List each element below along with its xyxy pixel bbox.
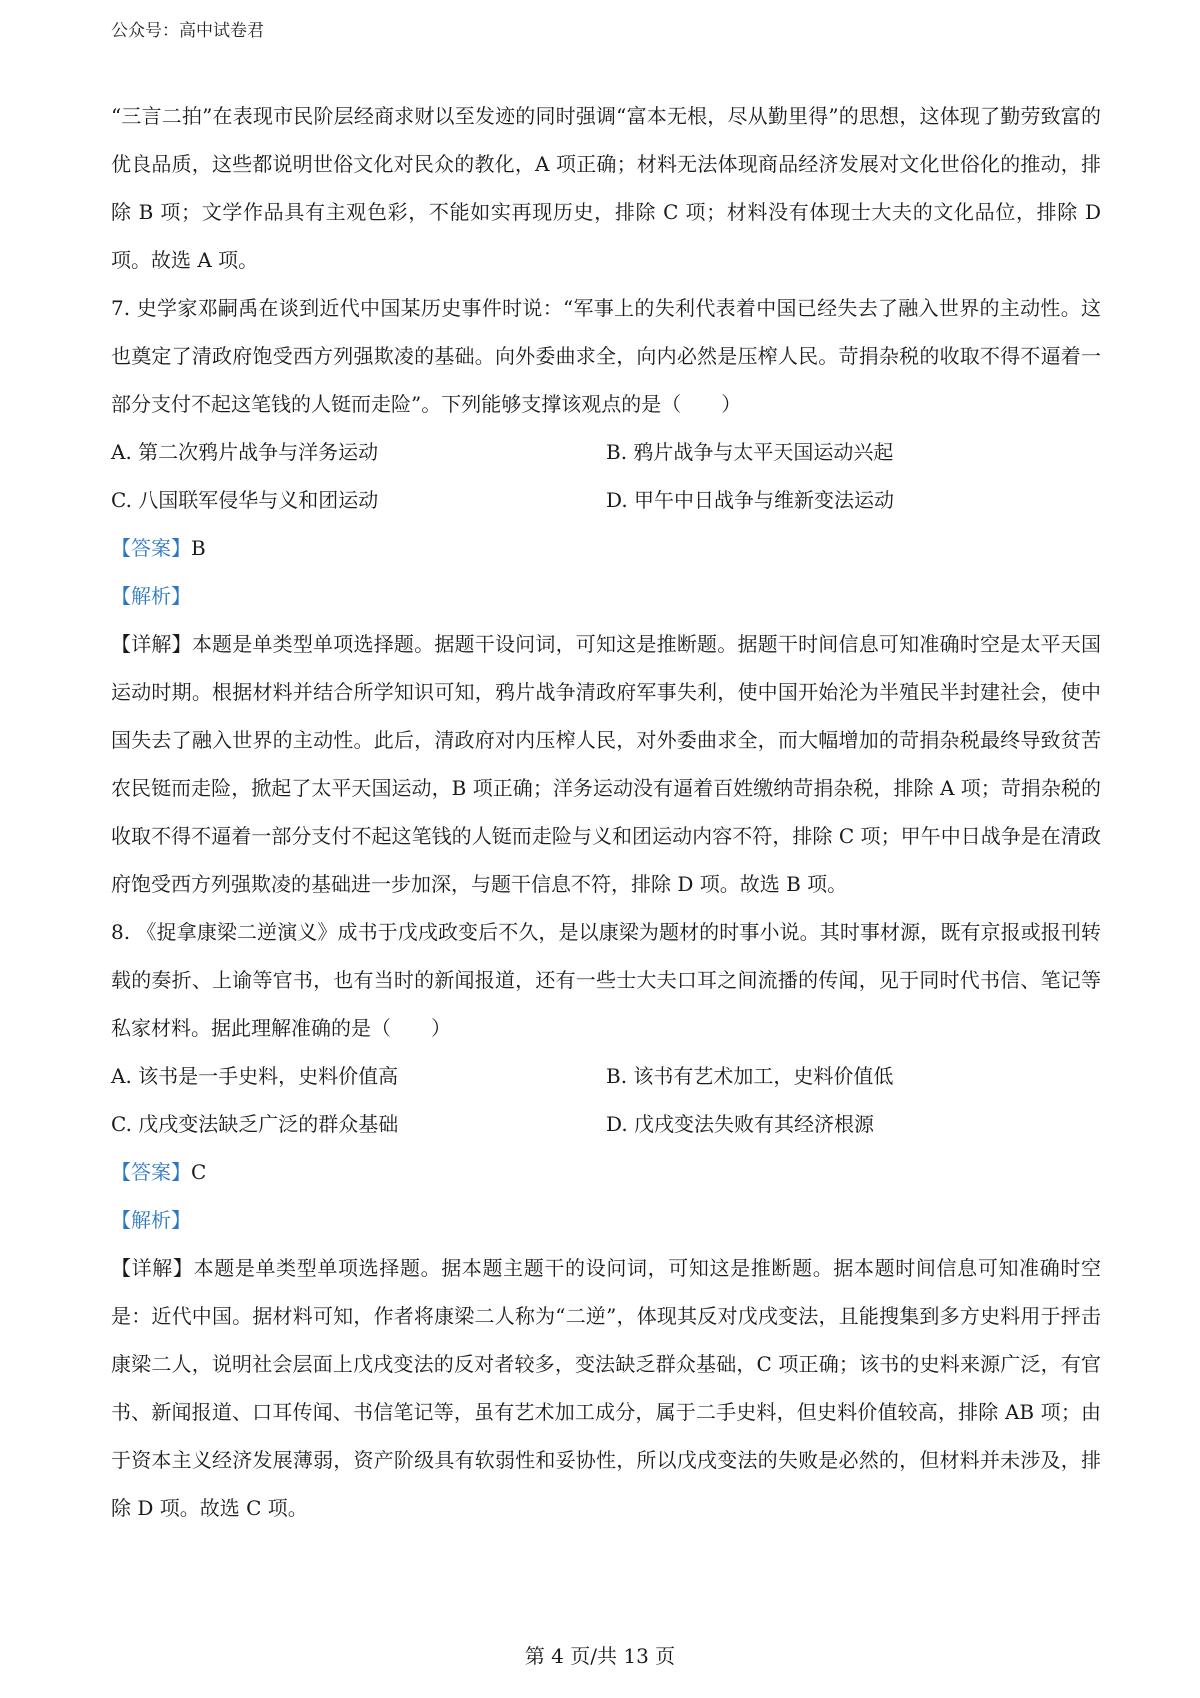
detail-tag: 【详解】 <box>111 1256 194 1280</box>
question-7-detail-text: 本题是单类型单项选择题。据题干设问词，可知这是推断题。据题干时间信息可知准确时空是太平天国运动时期。根据材料并结合所学知识可知，鸦片战争清政府军事失利，使中国开始沦为半殖民半封建社会，使中国失去了融入世界的主动性。此后，清政府对内压榨人民，对外委曲求全，而大幅增加的苛捐杂税最终导致贫苦农民铤而走险，掀起了太平天国运动，B 项正确；洋务运动没有逼着百姓缴纳苛捐杂税，排除 A 项；苛捐杂税的收取不得不逼着一部分支付不起这笔钱的人铤而走险与义和团运动内容不符，排除 C 项；甲午中日战争是在清政府饱受西方列强欺凌的基础进一步加深，与题干信息不符，排除 D 项。故选 B 项。 <box>111 632 1102 896</box>
question-7-option-a: A. 第二次鸦片战争与洋务运动 <box>111 440 379 464</box>
question-7-stem: 7. 史学家邓嗣禹在谈到近代中国某历史事件时说：“军事上的失利代表着中国已经失去了融入世界的主动性。这也奠定了清政府饱受西方列强欺凌的基础。向外委曲求全，向内必然是压榨人民。苛捐杂税的收取不得不逼着一部分支付不起这笔钱的人铤而走险”。下列能够支撑该观点的是（ ） <box>111 296 1101 416</box>
question-8-option-b: B. 该书有艺术加工，史料价值低 <box>606 1064 894 1088</box>
answer-tag: 【答案】 <box>111 1160 191 1184</box>
question-8-options-row-1 <box>111 1052 1101 1100</box>
question-7-answer-value: B <box>191 536 206 560</box>
question-7-option-d: D. 甲午中日战争与维新变法运动 <box>606 488 895 512</box>
question-7-options-row-2 <box>111 476 1101 524</box>
question-8-options-row-2 <box>111 1100 1101 1148</box>
answer-tag: 【答案】 <box>111 536 191 560</box>
question-7-answer <box>111 524 1101 572</box>
question-8-answer-value: C <box>191 1160 207 1184</box>
question-8-stem: 8. 《捉拿康梁二逆演义》成书于戊戌政变后不久，是以康梁为题材的时事小说。其时事材源，既有京报或报刊转载的奏折、上谕等官书，也有当时的新闻报道，还有一些士大夫口耳之间流播的传闻，见于同时代书信、笔记等私家材料。据此理解准确的是（ ） <box>111 920 1101 1040</box>
question-8-detail <box>111 1244 1101 1532</box>
question-7-detail <box>111 620 1101 908</box>
page-content <box>111 92 1101 1532</box>
analysis-tag: 【解析】 <box>111 584 191 608</box>
question-7 <box>111 284 1101 908</box>
question-7-option-c: C. 八国联军侵华与义和团运动 <box>111 488 379 512</box>
question-8-option-d: D. 戊戌变法失败有其经济根源 <box>606 1112 875 1136</box>
question-8-analysis-heading <box>111 1196 1101 1244</box>
question-8-option-a: A. 该书是一手史料，史料价值高 <box>111 1064 399 1088</box>
page-number: 第 4 页/共 13 页 <box>524 1644 676 1668</box>
question-8 <box>111 908 1101 1532</box>
detail-tag: 【详解】 <box>111 632 192 656</box>
question-7-analysis-heading <box>111 572 1101 620</box>
previous-analysis-tail: “三言二拍”在表现市民阶层经商求财以至发迹的同时强调“富本无根，尽从勤里得”的思想，这体现了勤劳致富的优良品质，这些都说明世俗文化对民众的教化，A 项正确；材料无法体现商品经济发展对文化世俗化的推动，排除 B 项；文学作品具有主观色彩，不能如实再现历史，排除 C 项；材料没有体现士大夫的文化品位，排除 D 项。故选 A 项。 <box>111 104 1101 272</box>
question-8-answer <box>111 1148 1101 1196</box>
header-watermark-text: 公众号：高中试卷君 <box>111 21 264 41</box>
question-7-option-b: B. 鸦片战争与太平天国运动兴起 <box>606 440 894 464</box>
question-8-option-c: C. 戊戌变法缺乏广泛的群众基础 <box>111 1112 399 1136</box>
analysis-tag: 【解析】 <box>111 1208 191 1232</box>
question-8-detail-text: 本题是单类型单项选择题。据本题主题干的设问词，可知这是推断题。据本题时间信息可知准确时空是：近代中国。据材料可知，作者将康梁二人称为“二逆”，体现其反对戊戌变法，且能搜集到多方史料用于抨击康梁二人，说明社会层面上戊戌变法的反对者较多，变法缺乏群众基础，C 项正确；该书的史料来源广泛，有官书、新闻报道、口耳传闻、书信笔记等，虽有艺术加工成分，属于二手史料，但史料价值较高，排除 AB 项；由于资本主义经济发展薄弱，资产阶级具有软弱性和妥协性，所以戊戌变法的失败是必然的，但材料并未涉及，排除 D 项。故选 C 项。 <box>111 1256 1102 1520</box>
question-7-options-row-1 <box>111 428 1101 476</box>
